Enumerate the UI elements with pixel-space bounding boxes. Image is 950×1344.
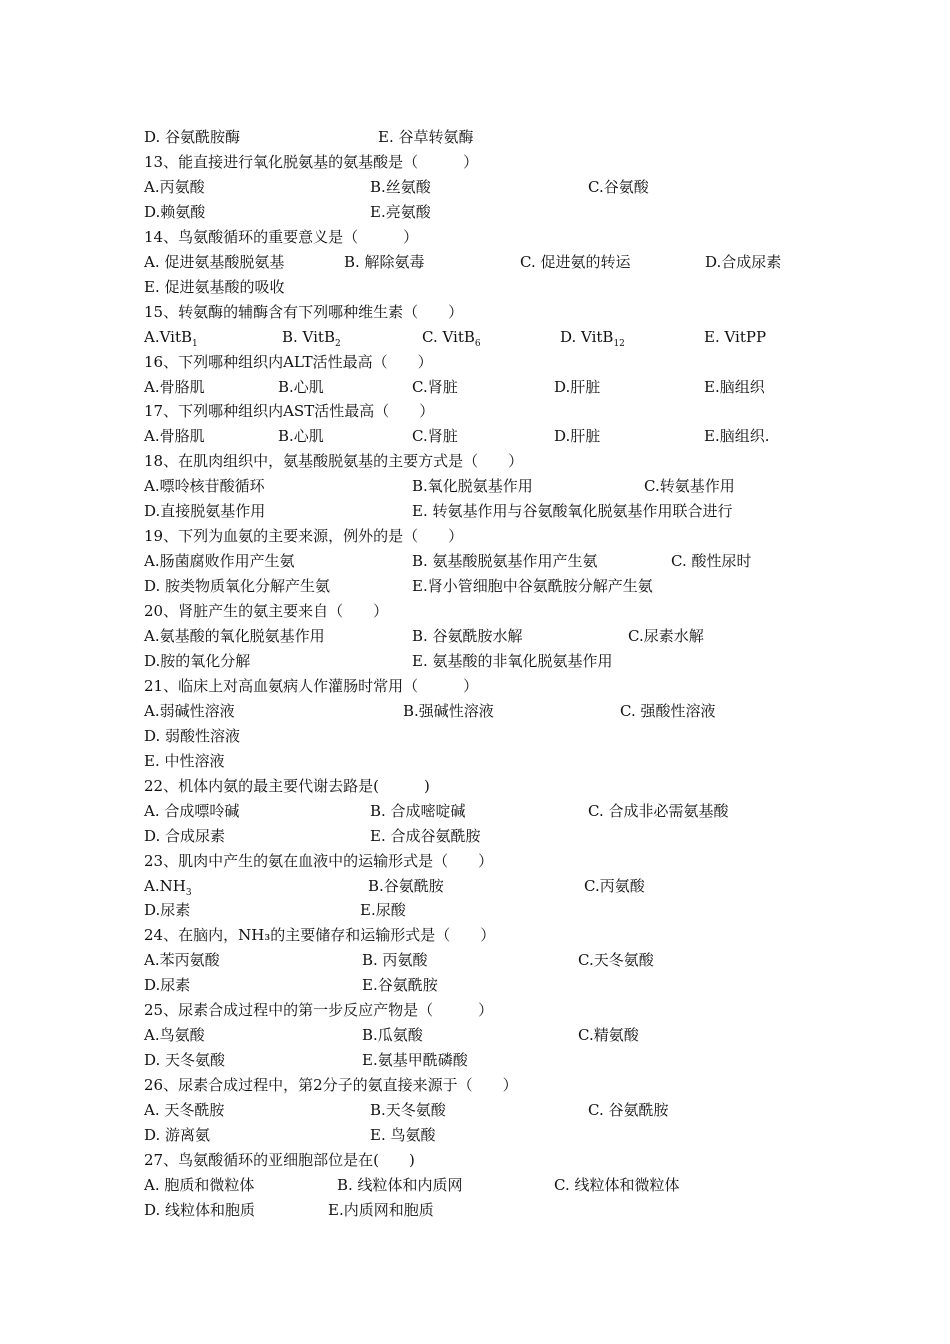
answer-option — [368, 874, 444, 899]
options-row — [144, 1173, 804, 1198]
options-row — [144, 799, 804, 824]
answer-option — [584, 874, 645, 899]
answer-option-text: A.鸟氨酸 — [144, 1026, 205, 1045]
options-row — [144, 574, 804, 599]
answer-option — [412, 424, 458, 449]
answer-option-text: E. 转氨基作用与谷氨酸氧化脱氨基作用联合进行 — [412, 502, 733, 521]
answer-option-text: B.心肌 — [278, 427, 324, 446]
answer-option — [144, 973, 190, 998]
answer-option — [671, 549, 751, 574]
answer-option-text: D. 天冬氨酸 — [144, 1051, 226, 1070]
answer-option — [588, 1098, 668, 1123]
answer-option — [560, 325, 625, 350]
answer-option-text: E. 中性溶液 — [144, 751, 225, 770]
answer-option-text: B.氧化脱氨基作用 — [412, 477, 533, 496]
answer-option-text: B. 合成嘧啶碱 — [370, 801, 466, 820]
answer-option-text: C. 强酸性溶液 — [620, 701, 716, 720]
answer-option-text: E. 鸟氨酸 — [370, 1126, 436, 1144]
answer-option-text: D. 线粒体和胞质 — [144, 1200, 256, 1219]
options-row — [144, 375, 804, 400]
answer-option-text: B. 氨基酸脱氨基作用产生氨 — [412, 552, 598, 571]
answer-option — [628, 624, 704, 649]
answer-option-text: E.尿酸 — [360, 901, 406, 920]
answer-option-text: C. 线粒体和微粒体 — [554, 1175, 680, 1194]
answer-option-text: B. 谷氨酰胺水解 — [412, 627, 523, 645]
options-row — [144, 1123, 804, 1148]
options-row — [144, 824, 804, 849]
answer-option-text: B.丝氨酸 — [370, 177, 431, 196]
answer-option-text: A.嘌呤核苷酸循环 — [144, 477, 265, 496]
answer-option-text: D. 弱酸性溶液 — [144, 726, 241, 745]
answer-option — [144, 424, 205, 449]
answer-option — [362, 973, 438, 998]
answer-option — [362, 1048, 468, 1073]
answer-option — [144, 1173, 254, 1198]
answer-option-text: C.丙氨酸 — [584, 876, 645, 895]
question-stem: 22、机体内氨的最主要代谢去路是( ) — [144, 776, 430, 795]
subscript: 6 — [474, 338, 481, 349]
answer-option-text: C. 合成非必需氨基酸 — [588, 801, 729, 820]
answer-option — [370, 1123, 436, 1148]
answer-option — [144, 1048, 225, 1073]
answer-option-text: B.瓜氨酸 — [362, 1026, 423, 1045]
answer-option-text: D.胺的氧化分解 — [144, 651, 251, 670]
answer-option — [144, 824, 225, 849]
question-stem: 15、转氨酶的辅酶含有下列哪种维生素（ ） — [144, 302, 464, 321]
question-stem: 25、尿素合成过程中的第一步反应产物是（ ） — [144, 1001, 494, 1020]
answer-option-text: D. 谷氨酰胺酶 — [144, 128, 241, 146]
question-stem: 26、尿素合成过程中，第2分子的氨直接来源于（ ） — [144, 1076, 518, 1095]
options-row — [144, 499, 804, 524]
question-stem: 24、在脑内，NH₃的主要储存和运输形式是（ ） — [144, 926, 496, 945]
answer-option-text: B.强碱性溶液 — [403, 701, 494, 720]
options-row — [144, 624, 804, 649]
answer-option-text: B. 解除氨毒 — [344, 252, 425, 271]
subscript: 3 — [185, 887, 192, 898]
options-row — [144, 973, 804, 998]
answer-option — [278, 424, 324, 449]
answer-option-text: A.VitB — [144, 327, 193, 346]
answer-option — [144, 724, 240, 749]
answer-option-text: C.转氨基作用 — [644, 477, 735, 496]
options-row — [144, 474, 804, 499]
options-row — [144, 1098, 804, 1123]
answer-option — [144, 125, 240, 150]
options-row — [144, 1048, 804, 1073]
answer-option — [554, 375, 600, 400]
answer-option-text: A.苯丙氨酸 — [144, 951, 220, 970]
answer-option-text: C.肾脏 — [412, 377, 458, 396]
answer-option-text: D. 合成尿素 — [144, 826, 226, 845]
question-stem: 13、能直接进行氧化脱氨基的氨基酸是（ ） — [144, 152, 479, 171]
answer-option-text: E.肾小管细胞中谷氨酰胺分解产生氨 — [412, 577, 653, 596]
answer-option — [370, 200, 431, 225]
answer-option — [144, 325, 198, 350]
answer-option — [144, 874, 192, 899]
answer-option — [144, 499, 265, 524]
answer-option — [578, 948, 654, 973]
answer-option-text: D.肝脏 — [554, 427, 601, 446]
options-row — [144, 275, 804, 300]
options-row — [144, 898, 804, 923]
answer-option — [144, 200, 205, 225]
answer-option — [144, 250, 284, 275]
answer-option-text: C.肾脏 — [412, 427, 458, 446]
answer-option-text: A.骨胳肌 — [144, 427, 205, 446]
answer-option — [278, 375, 324, 400]
options-row — [144, 200, 804, 225]
answer-option-text: D.合成尿素 — [705, 252, 782, 271]
answer-option — [144, 1098, 224, 1123]
answer-option-text: C. VitB — [422, 327, 475, 346]
answer-option — [144, 1023, 205, 1048]
answer-option — [144, 699, 235, 724]
answer-option — [144, 474, 265, 499]
answer-option — [282, 325, 341, 350]
answer-option — [144, 649, 250, 674]
answer-option-text: D.肝脏 — [554, 377, 601, 396]
answer-option-text: C. 谷氨酰胺 — [588, 1101, 669, 1120]
answer-option — [362, 948, 428, 973]
answer-option — [704, 325, 766, 350]
answer-option-text: C.谷氨酸 — [588, 177, 649, 196]
answer-option — [588, 175, 649, 200]
answer-option — [144, 1123, 210, 1148]
answer-option — [412, 499, 733, 524]
answer-option — [144, 624, 325, 649]
question-stem: 23、肌肉中产生的氨在血液中的运输形式是（ ） — [144, 851, 494, 870]
answer-option-text: E. 促进氨基酸的吸收 — [144, 277, 285, 296]
answer-option-text: C.天冬氨酸 — [578, 951, 654, 970]
answer-option-text: E.亮氨酸 — [370, 202, 431, 221]
options-row — [144, 948, 804, 973]
answer-option-text: D. 胺类物质氧化分解产生氨 — [144, 577, 331, 596]
answer-option — [578, 1023, 639, 1048]
answer-option-text: B. 线粒体和内质网 — [337, 1175, 463, 1194]
answer-option-text: A. 促进氨基酸脱氨基 — [144, 252, 285, 271]
answer-option — [144, 799, 239, 824]
answer-option — [370, 824, 481, 849]
answer-option-text: C.尿素水解 — [628, 627, 704, 645]
answer-option-text: D.赖氨酸 — [144, 202, 206, 221]
options-row — [144, 424, 804, 449]
answer-option — [337, 1173, 463, 1198]
answer-option — [412, 649, 613, 674]
subscript: 2 — [334, 338, 341, 349]
answer-option — [370, 799, 466, 824]
answer-option — [344, 250, 425, 275]
answer-option — [144, 375, 205, 400]
options-row — [144, 549, 804, 574]
answer-option — [520, 250, 630, 275]
options-row — [144, 1198, 804, 1223]
answer-option-text: D. 游离氨 — [144, 1126, 211, 1144]
answer-option — [328, 1198, 434, 1223]
answer-option — [144, 549, 295, 574]
answer-option — [144, 275, 285, 300]
options-row — [144, 874, 804, 899]
answer-option-text: D.尿素 — [144, 901, 191, 920]
answer-option-text: E.谷氨酰胺 — [362, 976, 438, 995]
answer-option — [704, 375, 765, 400]
answer-option-text: B. 丙氨酸 — [362, 951, 428, 970]
answer-option — [370, 175, 431, 200]
answer-option — [554, 1173, 679, 1198]
answer-option-text: B. VitB — [282, 327, 335, 346]
options-row — [144, 125, 804, 150]
options-row — [144, 649, 804, 674]
question-stem: 20、肾脏产生的氨主要来自（ ） — [144, 602, 389, 621]
answer-option — [554, 424, 600, 449]
subscript: 1 — [192, 338, 198, 349]
answer-option-text: C.精氨酸 — [578, 1026, 639, 1045]
options-row — [144, 724, 804, 749]
answer-option-text: B.心肌 — [278, 377, 324, 396]
subscript: 12 — [613, 338, 625, 349]
answer-option — [412, 574, 653, 599]
answer-option-text: E.氨基甲酰磷酸 — [362, 1051, 468, 1070]
answer-option-text: A.氨基酸的氧化脱氨基作用 — [144, 627, 325, 645]
answer-option — [144, 948, 220, 973]
answer-option — [370, 1098, 446, 1123]
answer-option — [705, 250, 781, 275]
answer-option-text: E. 氨基酸的非氧化脱氨基作用 — [412, 651, 613, 670]
answer-option-text: D.直接脱氨基作用 — [144, 502, 266, 521]
answer-option — [412, 474, 533, 499]
question-stem: 21、临床上对高血氨病人作灌肠时常用（ ） — [144, 676, 479, 695]
answer-option — [412, 624, 523, 649]
options-row — [144, 699, 804, 724]
answer-option-text: A. 天冬酰胺 — [144, 1101, 225, 1120]
question-stem: 19、下列为血氨的主要来源，例外的是（ ） — [144, 527, 464, 546]
answer-option — [144, 749, 225, 774]
options-row — [144, 175, 804, 200]
question-stem: 17、下列哪种组织内AST活性最高（ ） — [144, 402, 435, 421]
answer-option-text: E.脑组织 — [704, 377, 765, 396]
answer-option-text: A.弱碱性溶液 — [144, 701, 235, 720]
answer-option — [704, 424, 770, 449]
answer-option-text: E.内质网和胞质 — [328, 1200, 434, 1219]
answer-option — [620, 699, 715, 724]
question-stem: 27、鸟氨酸循环的亚细胞部位是在( ) — [144, 1150, 415, 1169]
answer-option — [644, 474, 735, 499]
answer-option — [144, 1198, 255, 1223]
options-row — [144, 1023, 804, 1048]
answer-option — [422, 325, 481, 350]
answer-option-text: A.肠菌腐败作用产生氨 — [144, 552, 295, 571]
answer-option — [588, 799, 728, 824]
answer-option — [412, 549, 598, 574]
answer-option-text: B.谷氨酰胺 — [368, 876, 444, 895]
answer-option-text: A. 胞质和微粒体 — [144, 1175, 255, 1194]
answer-option — [360, 898, 406, 923]
answer-option-text: E.脑组织. — [704, 427, 770, 446]
answer-option — [378, 125, 474, 150]
options-row — [144, 749, 804, 774]
options-row — [144, 325, 804, 350]
answer-option-text: D. VitB — [560, 327, 614, 346]
answer-option — [412, 375, 458, 400]
answer-option-text: A.骨胳肌 — [144, 377, 205, 396]
question-stem: 16、下列哪种组织内ALT活性最高（ ） — [144, 352, 433, 371]
answer-option-text: E. VitPP — [704, 327, 767, 346]
answer-option-text: C. 促进氨的转运 — [520, 252, 631, 271]
answer-option-text: A. 合成嘌呤碱 — [144, 801, 240, 820]
answer-option — [144, 898, 190, 923]
answer-option — [403, 699, 494, 724]
answer-option-text: E. 合成谷氨酰胺 — [370, 826, 481, 845]
question-stem: 14、鸟氨酸循环的重要意义是（ ） — [144, 227, 419, 246]
options-row — [144, 250, 804, 275]
answer-option-text: B.天冬氨酸 — [370, 1101, 446, 1120]
answer-option — [362, 1023, 423, 1048]
answer-option-text: A.NH — [144, 876, 186, 895]
answer-option-text: D.尿素 — [144, 976, 191, 995]
answer-option-text: C. 酸性尿时 — [671, 552, 752, 571]
answer-option-text: A.丙氨酸 — [144, 177, 205, 196]
answer-option-text: E. 谷草转氨酶 — [378, 128, 474, 146]
question-stem: 18、在肌肉组织中，氨基酸脱氨基的主要方式是（ ） — [144, 452, 524, 471]
answer-option — [144, 574, 330, 599]
answer-option — [144, 175, 205, 200]
